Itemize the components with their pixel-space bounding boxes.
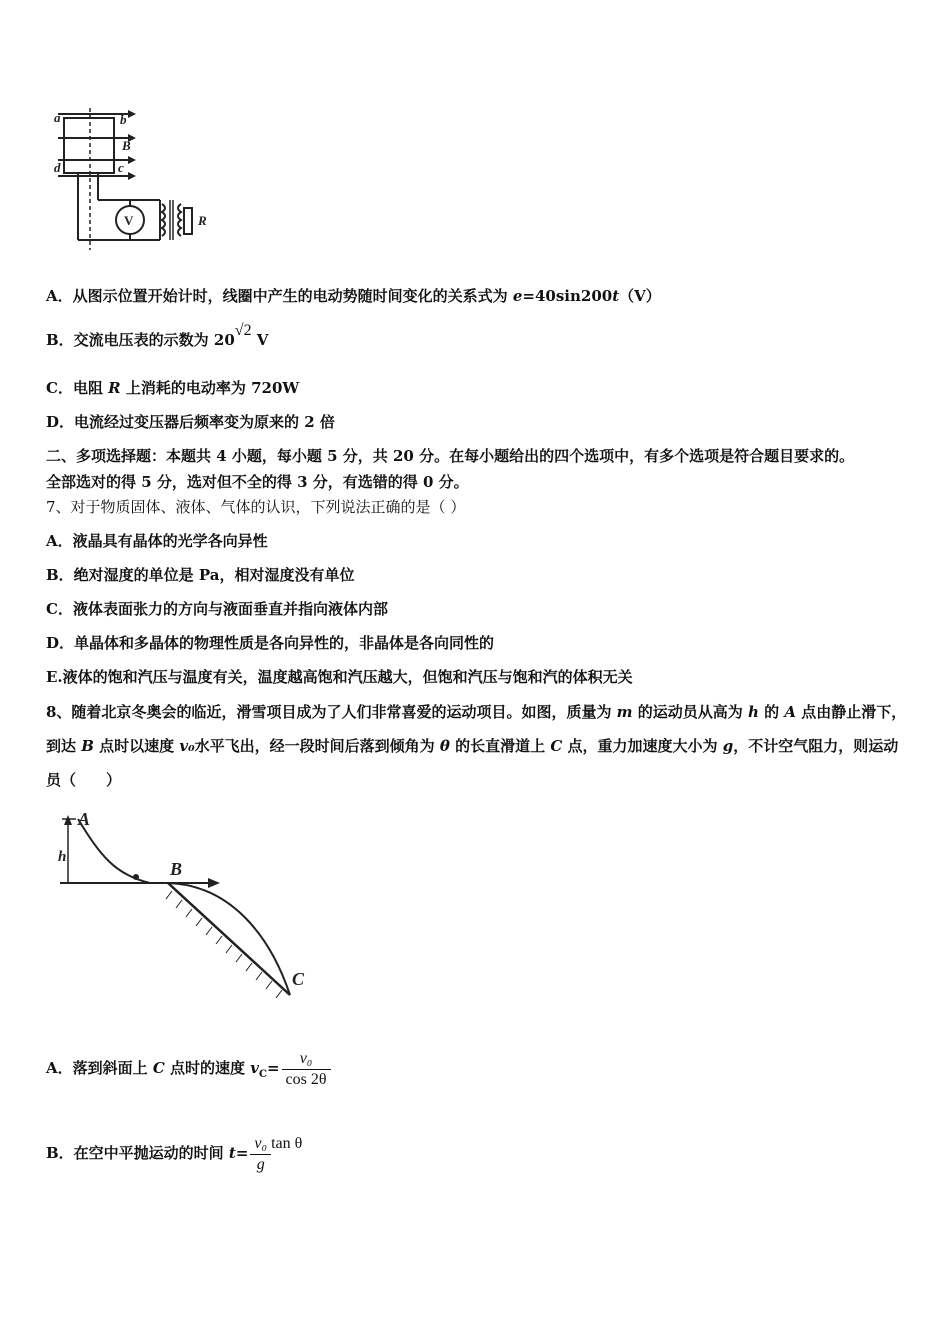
label-c: c (118, 160, 124, 175)
label-b: b (120, 112, 127, 127)
section2-line1: 二、多项选择题：本题共 4 小题，每小题 5 分，共 20 分。在每小题给出的四个选项中，有多个选项是符合题目要求的。 (46, 447, 855, 465)
sqrt-two: √2 (234, 322, 252, 339)
label-R: R (198, 213, 207, 228)
incline-surface (168, 883, 290, 995)
transformer-secondary (178, 204, 181, 236)
q8-option-a: A．落到斜面上 C 点时的速度 $v_C=$ $\frac{\text{v₀}}{\cos 2\theta}$ (46, 1045, 331, 1098)
figure-generator-circuit (50, 100, 220, 250)
q7-option-b: B．绝对湿度的单位是 Pa，相对湿度没有单位 (46, 566, 355, 584)
resistor (184, 208, 192, 234)
q7-option-a: A．液晶具有晶体的光学各向异性 (46, 532, 268, 550)
coil-frame (64, 118, 114, 173)
q6-option-c: C．电阻 R 上消耗的电动率为 720W (46, 379, 300, 397)
transformer-primary (162, 204, 165, 236)
q6-option-a: A．从图示位置开始计时，线圈中产生的电动势随时间变化的关系式为 e=40sin200t（V） (46, 287, 661, 305)
q7-stem: 7、对于物质固体、液体、气体的认识，下列说法正确的是（ ） (46, 498, 466, 516)
label-B: B (170, 859, 183, 879)
label-C: C (292, 969, 305, 989)
incline-hatching (166, 891, 282, 998)
skier (133, 874, 139, 880)
fraction-t: $\frac{\text{v₀}}{g}$ (250, 1134, 271, 1175)
section2-line2: 全部选对的得 5 分，选对但不全的得 3 分，有选错的得 0 分。 (46, 473, 469, 491)
q8-stem: 8、随着北京冬奥会的临近，滑雪项目成为了人们非常喜爱的运动项目。如图，质量为 m 的运动员从高为 h 的 A 点由静止滑下，到达 B 点时以速度 v₀水平飞出，经一段时间后落到倾角为 θ 的长直滑道上 C 点，重力加速度大小为 g，不计空气阻力，则运动员（ ） (46, 703, 907, 789)
label-d: d (54, 160, 61, 175)
arrow-head (208, 878, 220, 888)
label-a: a (54, 110, 61, 125)
q6-option-b: B．交流电压表的示数为 20√2 V (46, 322, 269, 349)
label-V: V (124, 213, 134, 228)
q7-option-d: D．单晶体和多晶体的物理性质是各向异性的，非晶体是各向同性的 (46, 634, 495, 652)
label-h: h (58, 849, 67, 865)
label-A: A (78, 809, 91, 829)
q8-option-b: B．在空中平抛运动的时间 t= $\frac{\text{v₀}}{g}$ tan θ (46, 1134, 303, 1173)
q7-option-e: E.液体的饱和汽压与温度有关，温度越高饱和汽压越大，但饱和汽压与饱和汽的体积无关 (46, 668, 633, 686)
fraction-vc: $\frac{\text{v₀}}{\cos 2\theta}$ (282, 1049, 331, 1090)
figure-ski-jump (50, 805, 320, 1015)
q7-option-c: C．液体表面张力的方向与液面垂直并指向液体内部 (46, 600, 388, 618)
label-B: B (122, 138, 131, 153)
q6-option-d: D．电流经过变压器后频率变为原来的 2 倍 (46, 413, 335, 431)
